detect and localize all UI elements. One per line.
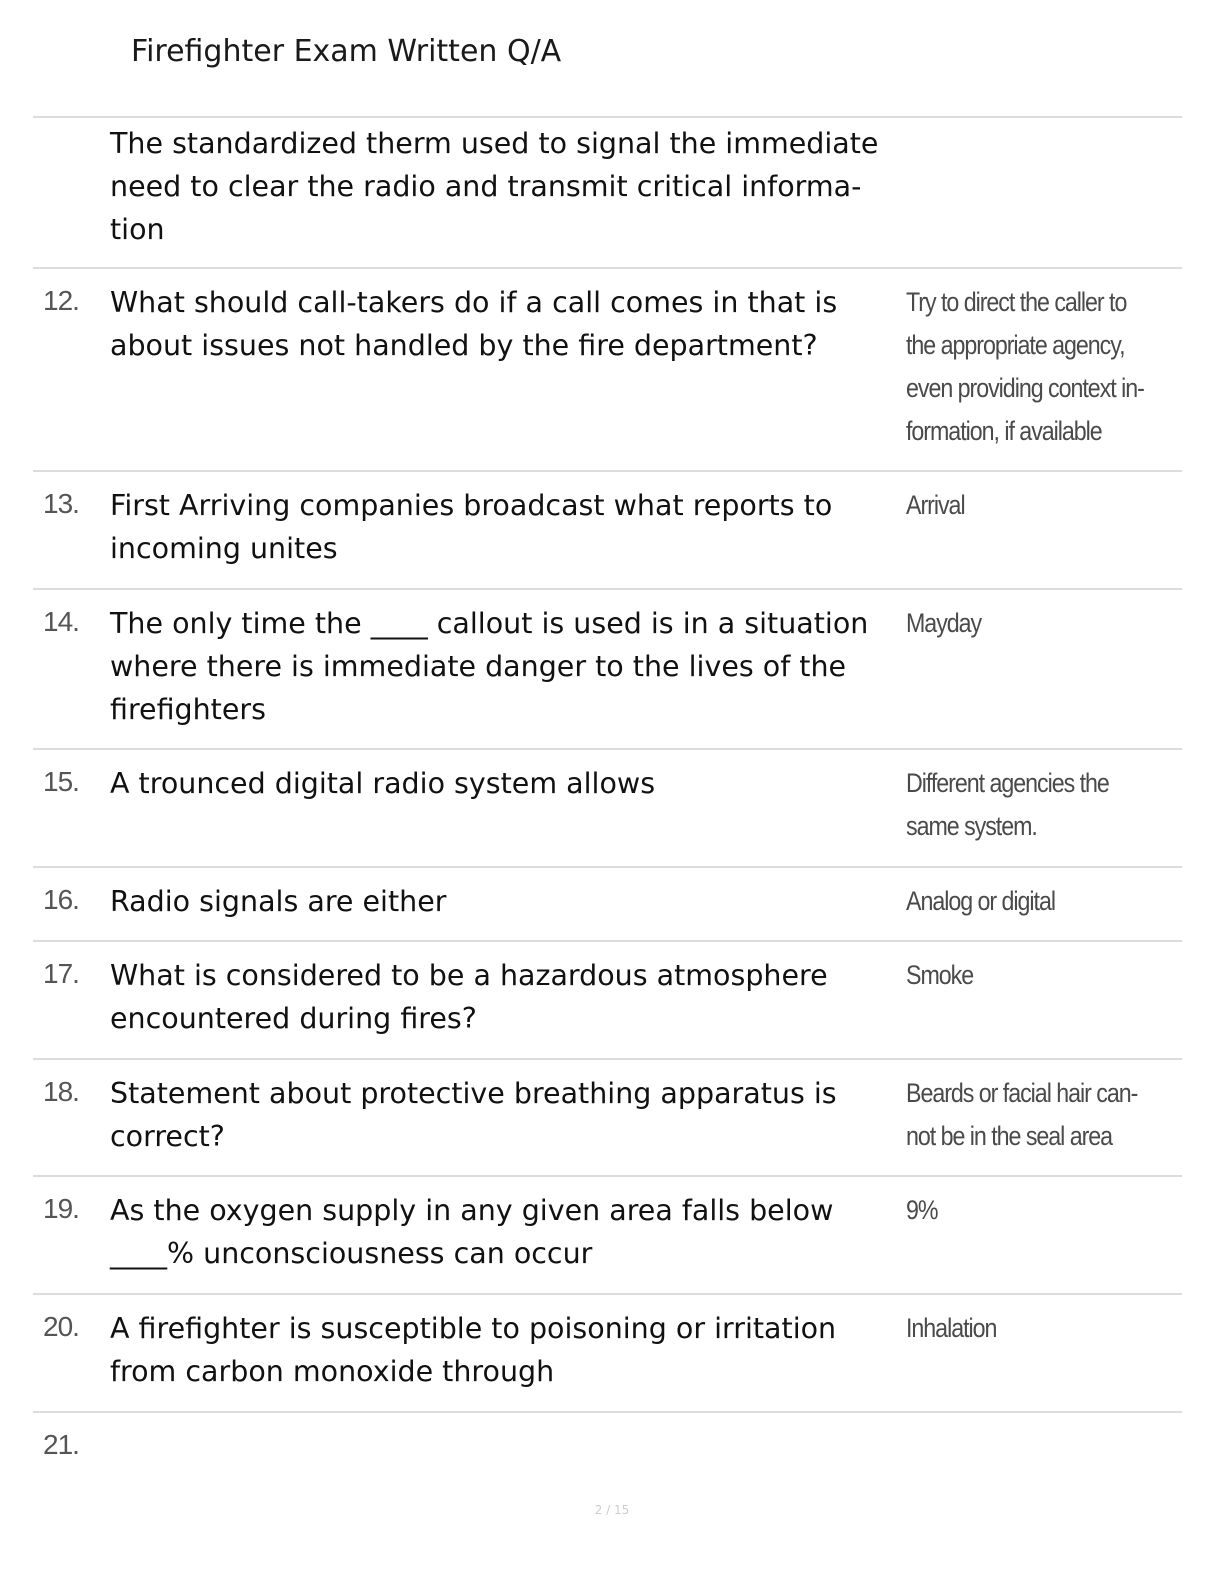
question-line: need to clear the radio and transmit critical informa- xyxy=(110,170,862,203)
answer-line: Beards or facial hair can- xyxy=(906,1078,1138,1108)
page-indicator: 2 / 15 xyxy=(594,1503,630,1517)
answer-line: 9% xyxy=(906,1195,938,1225)
question-text xyxy=(110,880,900,923)
question-line: First Arriving companies broadcast what reports to xyxy=(110,489,833,522)
question-number: 18. xyxy=(43,1076,79,1107)
question-line: from carbon monoxide through xyxy=(110,1355,555,1388)
question-text xyxy=(110,1189,900,1275)
qa-table xyxy=(33,116,1182,1483)
answer-line: Different agencies the xyxy=(906,768,1109,798)
question-line: A firefighter is susceptible to poisoning or irritation xyxy=(110,1312,837,1345)
question-line: What is considered to be a hazardous atmosphere xyxy=(110,959,828,992)
answer-text xyxy=(906,602,1164,645)
answer-line: formation, if available xyxy=(906,416,1102,446)
table-row xyxy=(33,1060,1182,1177)
answer-text xyxy=(906,281,1164,453)
table-row xyxy=(33,472,1182,590)
answer-line: Inhalation xyxy=(906,1313,997,1343)
answer-text xyxy=(906,954,1164,997)
question-line: firefighters xyxy=(110,693,266,726)
question-text xyxy=(110,122,900,251)
table-row xyxy=(33,868,1182,942)
table-row xyxy=(33,118,1182,269)
answer-line: Analog or digital xyxy=(906,886,1055,916)
question-line: tion xyxy=(110,213,165,246)
answer-text xyxy=(906,1072,1164,1158)
question-line: Radio signals are either xyxy=(110,885,447,918)
question-line: where there is immediate danger to the lives of the xyxy=(110,650,847,683)
question-line: The standardized therm used to signal the immediate xyxy=(110,127,879,160)
question-line: ____% unconsciousness can occur xyxy=(110,1237,593,1270)
question-number: 19. xyxy=(43,1193,79,1224)
question-number: 15. xyxy=(43,766,79,797)
question-line: The only time the ____ callout is used is in a situation xyxy=(110,607,869,640)
question-number: 13. xyxy=(43,488,79,519)
question-line: As the oxygen supply in any given area falls below xyxy=(110,1194,834,1227)
document-title: Firefighter Exam Written Q/A xyxy=(131,34,562,69)
answer-line: Smoke xyxy=(906,960,974,990)
question-line: incoming unites xyxy=(110,532,338,565)
answer-text xyxy=(906,762,1164,848)
question-number: 12. xyxy=(43,285,79,316)
table-row xyxy=(33,269,1182,472)
question-number: 17. xyxy=(43,958,79,989)
question-number: 21. xyxy=(43,1429,79,1460)
question-text xyxy=(110,954,900,1040)
table-row xyxy=(33,1177,1182,1295)
answer-line: even providing context in- xyxy=(906,373,1144,403)
question-number: 16. xyxy=(43,884,79,915)
question-line: A trounced digital radio system allows xyxy=(110,767,656,800)
table-row xyxy=(33,942,1182,1060)
question-text xyxy=(110,602,900,731)
answer-text xyxy=(906,1189,1164,1232)
table-row xyxy=(33,750,1182,868)
answer-line: same system. xyxy=(906,811,1037,841)
question-text xyxy=(110,281,900,367)
table-row xyxy=(33,1295,1182,1413)
answer-line: Arrival xyxy=(906,490,965,520)
question-text xyxy=(110,1307,900,1393)
question-number: 14. xyxy=(43,606,79,637)
answer-line: not be in the seal area xyxy=(906,1121,1113,1151)
question-text xyxy=(110,1072,900,1158)
table-row xyxy=(33,1413,1182,1483)
question-line: encountered during fires? xyxy=(110,1002,477,1035)
answer-text xyxy=(906,880,1164,923)
question-line: about issues not handled by the fire department? xyxy=(110,329,818,362)
answer-text xyxy=(906,484,1164,527)
question-text xyxy=(110,762,900,805)
answer-text xyxy=(906,1307,1164,1350)
question-text xyxy=(110,484,900,570)
answer-line: Try to direct the caller to xyxy=(906,287,1127,317)
question-line: Statement about protective breathing apparatus is xyxy=(110,1077,837,1110)
question-line: What should call-takers do if a call comes in that is xyxy=(110,286,838,319)
question-line: correct? xyxy=(110,1120,225,1153)
answer-line: the appropriate agency, xyxy=(906,330,1125,360)
question-number: 20. xyxy=(43,1311,79,1342)
answer-line: Mayday xyxy=(906,608,982,638)
table-row xyxy=(33,590,1182,750)
